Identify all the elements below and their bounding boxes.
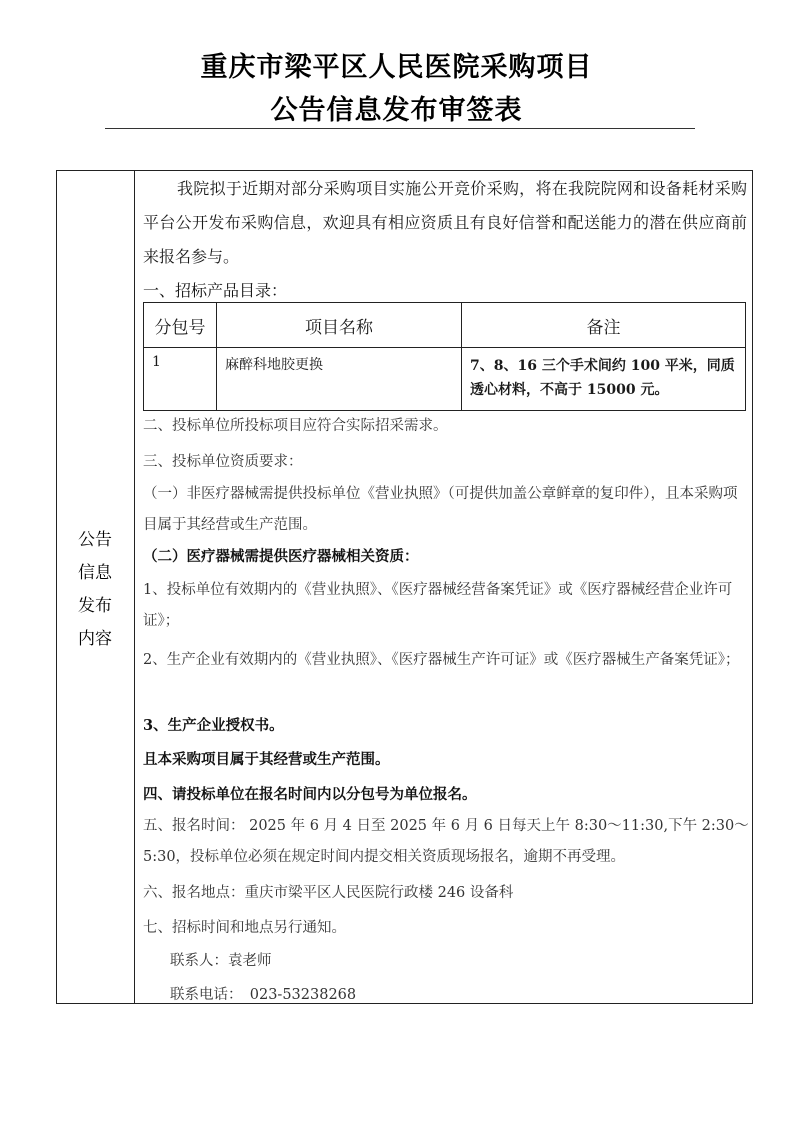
row-label — [56, 524, 134, 656]
requirement-medical-1: 1、投标单位有效期内的《营业执照》、《医疗器械经营备案凭证》或《医疗器械经营企业许可证》； — [143, 582, 733, 629]
section-5-registration-time: 五、报名时间： 2025 年 6 月 4 日至 2025 年 6 月 6 日每天上午 8:30～11:30,下午 2:30～5:30，投标单位必须在规定时间内提交相关资质现场报名，逾期不再受理。 — [143, 818, 749, 865]
section-heading-catalog: 一、招标产品目录： — [143, 281, 288, 300]
intro-paragraph: 我院拟于近期对部分采购项目实施公开竞价采购，将在我院院网和设备耗材采购平台公开发布采购信息，欢迎具有相应资质且有良好信誉和配送能力的潜在供应商前来报名参与。 — [143, 179, 747, 266]
table-row — [144, 348, 746, 411]
row-label-line: 内容 — [78, 629, 112, 649]
header-package-no: 分包号 — [144, 303, 217, 348]
section-4: 四、请投标单位在报名时间内以分包号为单位报名。 — [143, 786, 477, 803]
document-title-line2: 公告信息发布审签表 — [270, 95, 523, 126]
document-title-line1: 重庆市梁平区人民医院采购项目 — [200, 52, 593, 83]
cell-package-no: 1 — [144, 348, 217, 411]
row-label-line: 公告 — [78, 530, 112, 550]
title-divider — [105, 128, 695, 129]
header-remark: 备注 — [462, 303, 746, 348]
requirement-non-medical: （一）非医疗器械需提供投标单位《营业执照》（可提供加盖公章鲜章的复印件），且本采购项目属于其经营或生产范围。 — [143, 486, 738, 533]
section-3: 三、投标单位资质要求： — [143, 454, 303, 470]
contact-person: 联系人：袁老师 — [170, 953, 272, 969]
product-catalog-table — [143, 302, 746, 411]
row-label-line: 发布 — [78, 596, 112, 616]
requirement-medical-2: 2、生产企业有效期内的《营业执照》、《医疗器械生产许可证》或《医疗器械生产备案凭证》； — [143, 652, 740, 668]
row-label-line: 信息 — [78, 563, 112, 583]
section-2: 二、投标单位所投标项目应符合实际招采需求。 — [143, 418, 448, 434]
header-item-name: 项目名称 — [217, 303, 462, 348]
requirement-medical-title: （二）医疗器械需提供医疗器械相关资质： — [143, 548, 419, 565]
table-header-row — [144, 303, 746, 348]
section-6-registration-place: 六、报名地点：重庆市梁平区人民医院行政楼 246 设备科 — [143, 885, 514, 901]
cell-remark: 7、8、16 三个手术间约 100 平米，同质透心材料，不高于 15000 元。 — [462, 348, 746, 411]
requirement-medical-3: 3、生产企业授权书。 — [143, 717, 284, 734]
contact-phone: 联系电话： 023-53238268 — [170, 987, 357, 1003]
cell-item-name: 麻醉科地胶更换 — [217, 348, 462, 411]
section-7: 七、招标时间和地点另行通知。 — [143, 920, 346, 936]
requirement-scope: 且本采购项目属于其经营或生产范围。 — [143, 751, 390, 768]
form-table-column-divider — [134, 170, 135, 1004]
